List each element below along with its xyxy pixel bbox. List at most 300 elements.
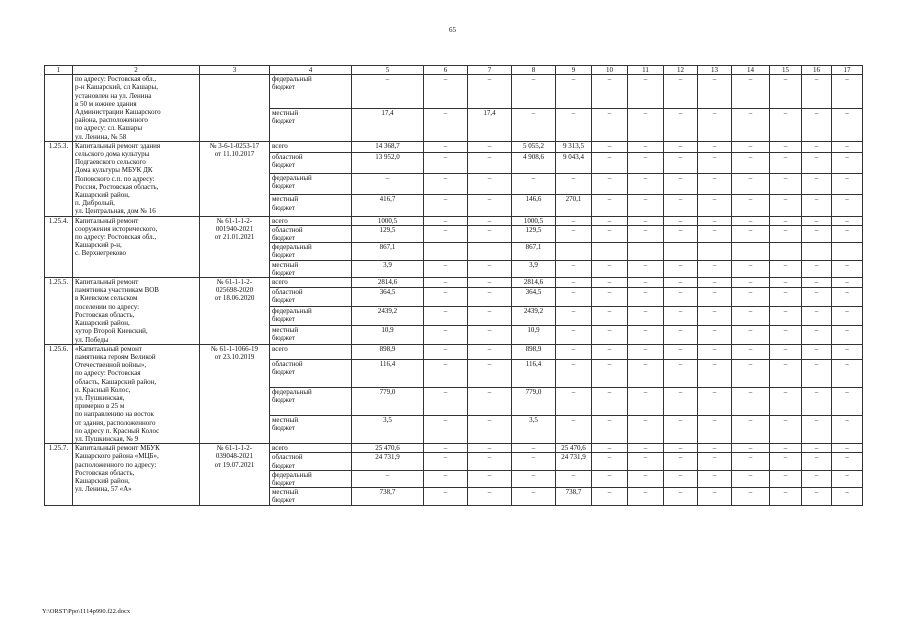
amount-cell: 3,5 [512, 415, 556, 443]
amount-cell: – [468, 306, 512, 325]
amount-cell: – [592, 225, 628, 242]
amount-cell: – [512, 75, 556, 108]
amount-cell: – [770, 278, 802, 288]
amount-cell: – [628, 470, 664, 487]
amount-cell: – [424, 488, 468, 505]
funding-source: местный бюджет [270, 108, 352, 141]
funding-source: федеральный бюджет [270, 174, 352, 195]
object-name: Капитальный ремонт здания сельского дома культуры Подгаевского сельского Дома культуры МБУК ДК Поповского с.п. по адресу: Россия, Ростовская область, Кашарский район, п. Дибролый, ул. Центральная, дом № 16 [73, 141, 200, 216]
amount-cell: – [592, 195, 628, 216]
amount-cell: – [556, 415, 592, 443]
amount-cell: – [832, 225, 863, 242]
amount-cell: – [802, 359, 832, 387]
amount-cell: – [832, 216, 863, 225]
amount-cell: – [592, 387, 628, 415]
amount-cell: – [424, 288, 468, 307]
amount-cell: – [732, 470, 770, 487]
amount-cell: 898,9 [352, 344, 424, 359]
amount-cell: – [628, 325, 664, 344]
amount-cell: – [802, 260, 832, 277]
column-number-header: 16 [802, 66, 832, 75]
amount-cell [664, 243, 698, 260]
amount-cell: – [832, 75, 863, 108]
amount-cell: – [592, 470, 628, 487]
amount-cell: – [802, 225, 832, 242]
amount-cell: – [468, 153, 512, 174]
column-number-header: 12 [664, 66, 698, 75]
amount-cell: – [424, 174, 468, 195]
amount-cell: – [352, 75, 424, 108]
amount-cell: – [628, 288, 664, 307]
funding-source: областной бюджет [270, 288, 352, 307]
amount-cell: – [802, 325, 832, 344]
amount-cell: – [628, 488, 664, 505]
amount-cell [770, 243, 802, 260]
amount-cell: – [592, 278, 628, 288]
amount-cell: – [424, 278, 468, 288]
amount-cell: 898,9 [512, 344, 556, 359]
expertise-document: № 61-1-1-2- 001940-2021 от 21.01.2021 [200, 216, 270, 277]
amount-cell: – [698, 306, 732, 325]
amount-cell: – [770, 174, 802, 195]
amount-cell: – [802, 75, 832, 108]
amount-cell: – [628, 174, 664, 195]
amount-cell: – [664, 415, 698, 443]
funding-source: федеральный бюджет [270, 243, 352, 260]
amount-cell: – [732, 325, 770, 344]
amount-cell: – [556, 470, 592, 487]
amount-cell: 129,5 [352, 225, 424, 242]
amount-cell: – [468, 387, 512, 415]
amount-cell: – [698, 153, 732, 174]
amount-cell: – [628, 260, 664, 277]
amount-cell: – [468, 225, 512, 242]
amount-cell [698, 243, 732, 260]
amount-cell: – [832, 260, 863, 277]
amount-cell: 3,9 [352, 260, 424, 277]
funding-source: местный бюджет [270, 488, 352, 505]
amount-cell: – [802, 195, 832, 216]
table-row [45, 444, 863, 453]
amount-cell: – [592, 260, 628, 277]
amount-cell: – [664, 108, 698, 141]
amount-cell: – [628, 153, 664, 174]
budget-table [44, 65, 863, 506]
amount-cell: – [698, 488, 732, 505]
amount-cell: – [698, 344, 732, 359]
amount-cell: – [802, 108, 832, 141]
column-number-header: 3 [200, 66, 270, 75]
amount-cell: 25 470,6 [352, 444, 424, 453]
amount-cell: – [424, 344, 468, 359]
amount-cell: – [592, 75, 628, 108]
amount-cell: – [468, 415, 512, 443]
amount-cell: – [732, 225, 770, 242]
amount-cell: 2814,6 [512, 278, 556, 288]
column-number-header: 1 [45, 66, 73, 75]
column-number-header: 4 [270, 66, 352, 75]
amount-cell [802, 243, 832, 260]
amount-cell: – [698, 225, 732, 242]
item-number: 1.25.5. [45, 278, 73, 345]
amount-cell: – [592, 344, 628, 359]
amount-cell: – [556, 278, 592, 288]
amount-cell [732, 243, 770, 260]
amount-cell: – [628, 108, 664, 141]
amount-cell: – [732, 415, 770, 443]
amount-cell: – [832, 306, 863, 325]
amount-cell: – [628, 344, 664, 359]
funding-source: всего [270, 444, 352, 453]
amount-cell: – [770, 488, 802, 505]
amount-cell: – [664, 260, 698, 277]
amount-cell: – [802, 216, 832, 225]
expertise-document: № 61-1-1-2- 039048-2021 от 19.07.2021 [200, 444, 270, 505]
amount-cell: – [556, 260, 592, 277]
column-number-header: 15 [770, 66, 802, 75]
amount-cell: – [468, 174, 512, 195]
amount-cell: – [556, 325, 592, 344]
amount-cell: – [664, 153, 698, 174]
amount-cell: – [770, 387, 802, 415]
amount-cell: – [424, 141, 468, 152]
funding-source: областной бюджет [270, 453, 352, 470]
object-name: Капитальный ремонт памятника участникам ВОВ в Киевском сельском поселении по адресу: Ростовская область, Кашарский район, хутор Второй Киевский, ул. Победы [73, 278, 200, 345]
amount-cell: – [592, 453, 628, 470]
expertise-document: № 3-6-1-0253-17 от 11.10.2017 [200, 141, 270, 216]
amount-cell: – [802, 288, 832, 307]
amount-cell: – [468, 260, 512, 277]
amount-cell: – [770, 225, 802, 242]
column-number-header: 6 [424, 66, 468, 75]
amount-cell: 2814,6 [352, 278, 424, 288]
amount-cell: – [832, 141, 863, 152]
amount-cell: – [770, 306, 802, 325]
column-number-header: 11 [628, 66, 664, 75]
amount-cell: – [770, 415, 802, 443]
amount-cell: – [832, 453, 863, 470]
amount-cell: – [468, 470, 512, 487]
amount-cell: – [468, 195, 512, 216]
amount-cell: 5 055,2 [512, 141, 556, 152]
amount-cell: – [832, 153, 863, 174]
amount-cell: – [732, 195, 770, 216]
amount-cell: – [424, 325, 468, 344]
column-number-header: 9 [556, 66, 592, 75]
amount-cell: – [832, 387, 863, 415]
amount-cell: 738,7 [556, 488, 592, 505]
expertise-document [200, 75, 270, 142]
item-number: 1.25.4. [45, 216, 73, 277]
amount-cell: – [512, 488, 556, 505]
amount-cell: – [512, 453, 556, 470]
amount-cell: 14 368,7 [352, 141, 424, 152]
amount-cell: – [512, 444, 556, 453]
amount-cell: – [732, 108, 770, 141]
amount-cell: – [770, 141, 802, 152]
amount-cell: 779,0 [512, 387, 556, 415]
amount-cell: – [512, 470, 556, 487]
amount-cell: – [770, 108, 802, 141]
amount-cell: 416,7 [352, 195, 424, 216]
amount-cell: – [556, 387, 592, 415]
amount-cell: – [770, 444, 802, 453]
expertise-document: № 61-1-1-2- 025698-2020 от 18.06.2020 [200, 278, 270, 345]
amount-cell: – [802, 415, 832, 443]
amount-cell: – [802, 306, 832, 325]
amount-cell: – [664, 306, 698, 325]
amount-cell: – [592, 108, 628, 141]
amount-cell: – [832, 195, 863, 216]
amount-cell: – [628, 216, 664, 225]
amount-cell: – [664, 141, 698, 152]
amount-cell: – [664, 344, 698, 359]
amount-cell: – [468, 288, 512, 307]
funding-source: федеральный бюджет [270, 75, 352, 108]
amount-cell: – [698, 260, 732, 277]
amount-cell: 24 731,9 [352, 453, 424, 470]
amount-cell: – [592, 325, 628, 344]
amount-cell: – [802, 488, 832, 505]
amount-cell: – [424, 225, 468, 242]
amount-cell: – [732, 306, 770, 325]
amount-cell: – [832, 278, 863, 288]
amount-cell: – [832, 488, 863, 505]
column-number-header: 2 [73, 66, 200, 75]
amount-cell: – [512, 174, 556, 195]
amount-cell: 1000,5 [512, 216, 556, 225]
funding-source: областной бюджет [270, 153, 352, 174]
amount-cell: – [698, 278, 732, 288]
amount-cell: – [628, 453, 664, 470]
column-number-header: 13 [698, 66, 732, 75]
amount-cell: 867,1 [512, 243, 556, 260]
amount-cell: – [556, 174, 592, 195]
amount-cell: – [802, 141, 832, 152]
amount-cell: – [424, 444, 468, 453]
amount-cell: – [732, 174, 770, 195]
amount-cell: 1000,5 [352, 216, 424, 225]
amount-cell: – [592, 141, 628, 152]
amount-cell: – [592, 444, 628, 453]
amount-cell: – [770, 216, 802, 225]
amount-cell: – [556, 306, 592, 325]
amount-cell: – [424, 75, 468, 108]
amount-cell: 25 470,6 [556, 444, 592, 453]
amount-cell: – [628, 141, 664, 152]
amount-cell: – [664, 325, 698, 344]
amount-cell: – [698, 195, 732, 216]
amount-cell: – [556, 344, 592, 359]
table-row [45, 278, 863, 288]
file-path-footer: Y:\ORST\Ppo\1114p990.f22.docx [42, 608, 131, 615]
amount-cell: – [770, 344, 802, 359]
funding-source: местный бюджет [270, 325, 352, 344]
amount-cell: – [770, 359, 802, 387]
amount-cell: – [832, 325, 863, 344]
amount-cell: – [698, 415, 732, 443]
amount-cell: – [664, 288, 698, 307]
amount-cell: – [698, 174, 732, 195]
amount-cell: – [698, 288, 732, 307]
amount-cell: – [732, 453, 770, 470]
table-row [45, 75, 863, 108]
amount-cell: – [770, 153, 802, 174]
amount-cell: – [698, 470, 732, 487]
amount-cell: – [628, 359, 664, 387]
funding-source: федеральный бюджет [270, 470, 352, 487]
amount-cell: – [802, 453, 832, 470]
amount-cell: – [770, 195, 802, 216]
amount-cell: – [698, 141, 732, 152]
amount-cell: – [732, 75, 770, 108]
amount-cell: – [832, 108, 863, 141]
item-number: 1.25.3. [45, 141, 73, 216]
page-number: 65 [449, 26, 456, 34]
amount-cell: – [732, 359, 770, 387]
object-name: Капитальный ремонт сооружения исторического, по адресу: Ростовская обл., Кашарский р-н, с. Верхнегреково [73, 216, 200, 277]
amount-cell: – [628, 278, 664, 288]
expertise-document: № 61-1-1066-19 от 23.10.2019 [200, 344, 270, 443]
amount-cell: – [424, 387, 468, 415]
amount-cell: – [664, 387, 698, 415]
amount-cell: 17,4 [468, 108, 512, 141]
amount-cell: – [556, 108, 592, 141]
funding-source: федеральный бюджет [270, 306, 352, 325]
amount-cell: – [592, 288, 628, 307]
amount-cell: 10,9 [352, 325, 424, 344]
amount-cell: 9 313,5 [556, 141, 592, 152]
item-number: 1.25.6. [45, 344, 73, 443]
amount-cell: 270,1 [556, 195, 592, 216]
column-number-header: 10 [592, 66, 628, 75]
amount-cell: – [664, 216, 698, 225]
funding-source: местный бюджет [270, 195, 352, 216]
amount-cell: 3,9 [512, 260, 556, 277]
table-row [45, 344, 863, 359]
amount-cell: – [424, 260, 468, 277]
table-row [45, 216, 863, 225]
amount-cell: – [424, 216, 468, 225]
object-name: по адресу: Ростовская обл., р-н Кашарский, сл Кашары, установлен на ул. Ленина в 50 м южнее здания Администрации Кашарского района, расположенного по адресу: сл. Кашары ул. Ленина, № 58 [73, 75, 200, 142]
amount-cell: – [832, 344, 863, 359]
amount-cell: – [732, 278, 770, 288]
amount-cell: – [732, 141, 770, 152]
amount-cell: – [628, 75, 664, 108]
amount-cell: – [832, 444, 863, 453]
header-row [45, 66, 863, 75]
amount-cell: – [468, 444, 512, 453]
amount-cell: – [664, 195, 698, 216]
amount-cell: – [770, 325, 802, 344]
amount-cell: – [468, 344, 512, 359]
amount-cell: – [770, 470, 802, 487]
amount-cell: – [424, 470, 468, 487]
amount-cell: – [628, 415, 664, 443]
amount-cell: – [732, 153, 770, 174]
amount-cell: – [468, 75, 512, 108]
amount-cell: – [556, 75, 592, 108]
amount-cell: 24 731,9 [556, 453, 592, 470]
amount-cell: – [664, 444, 698, 453]
amount-cell: – [732, 387, 770, 415]
object-name: Капитальный ремонт МБУК Кашарского района «МЦБ», расположенного по адресу: Ростовская область, Кашарский район, ул. Ленина, 57 «А» [73, 444, 200, 505]
amount-cell: – [468, 141, 512, 152]
amount-cell: – [468, 278, 512, 288]
amount-cell: – [628, 306, 664, 325]
funding-source: местный бюджет [270, 260, 352, 277]
amount-cell: – [592, 306, 628, 325]
amount-cell: 9 043,4 [556, 153, 592, 174]
column-number-header: 17 [832, 66, 863, 75]
amount-cell: 364,5 [352, 288, 424, 307]
amount-cell: 17,4 [352, 108, 424, 141]
column-number-header: 8 [512, 66, 556, 75]
amount-cell: 867,1 [352, 243, 424, 260]
amount-cell: 2439,2 [352, 306, 424, 325]
amount-cell: – [698, 108, 732, 141]
amount-cell: – [698, 387, 732, 415]
funding-source: всего [270, 141, 352, 152]
funding-source: областной бюджет [270, 225, 352, 242]
amount-cell: – [770, 288, 802, 307]
amount-cell: 13 952,0 [352, 153, 424, 174]
amount-cell: – [592, 153, 628, 174]
amount-cell: – [468, 325, 512, 344]
amount-cell [424, 243, 468, 260]
amount-cell: – [732, 216, 770, 225]
amount-cell: – [664, 75, 698, 108]
amount-cell: – [732, 260, 770, 277]
funding-source: местный бюджет [270, 415, 352, 443]
column-number-header: 14 [732, 66, 770, 75]
object-name: «Капитальный ремонт памятника героям Великой Отечественной войны», по адресу: Ростовская область, Кашарский район, п. Красный Колос, ул. Пушкинская, примерно в 25 м по направлению на восток от здания, расположенного по адресу п. Красный Колос ул. Пушкинская, № 9 [73, 344, 200, 443]
amount-cell: – [664, 225, 698, 242]
amount-cell: 116,4 [512, 359, 556, 387]
amount-cell: – [628, 195, 664, 216]
amount-cell: – [424, 453, 468, 470]
amount-cell: 129,5 [512, 225, 556, 242]
amount-cell: – [468, 216, 512, 225]
amount-cell: – [664, 453, 698, 470]
amount-cell: – [556, 359, 592, 387]
amount-cell [628, 243, 664, 260]
amount-cell: 146,6 [512, 195, 556, 216]
amount-cell: – [424, 306, 468, 325]
amount-cell: – [424, 108, 468, 141]
amount-cell: – [802, 387, 832, 415]
amount-cell: – [802, 344, 832, 359]
amount-cell: – [512, 108, 556, 141]
funding-source: всего [270, 344, 352, 359]
amount-cell: – [424, 195, 468, 216]
amount-cell: – [698, 453, 732, 470]
amount-cell: – [832, 470, 863, 487]
funding-source: всего [270, 216, 352, 225]
amount-cell: – [556, 225, 592, 242]
funding-source: федеральный бюджет [270, 387, 352, 415]
table-row [45, 141, 863, 152]
amount-cell: – [592, 359, 628, 387]
amount-cell: – [770, 75, 802, 108]
amount-cell: – [628, 387, 664, 415]
amount-cell: – [468, 453, 512, 470]
amount-cell: – [802, 444, 832, 453]
amount-cell: – [698, 75, 732, 108]
amount-cell: – [770, 260, 802, 277]
amount-cell: – [802, 153, 832, 174]
amount-cell: – [832, 359, 863, 387]
